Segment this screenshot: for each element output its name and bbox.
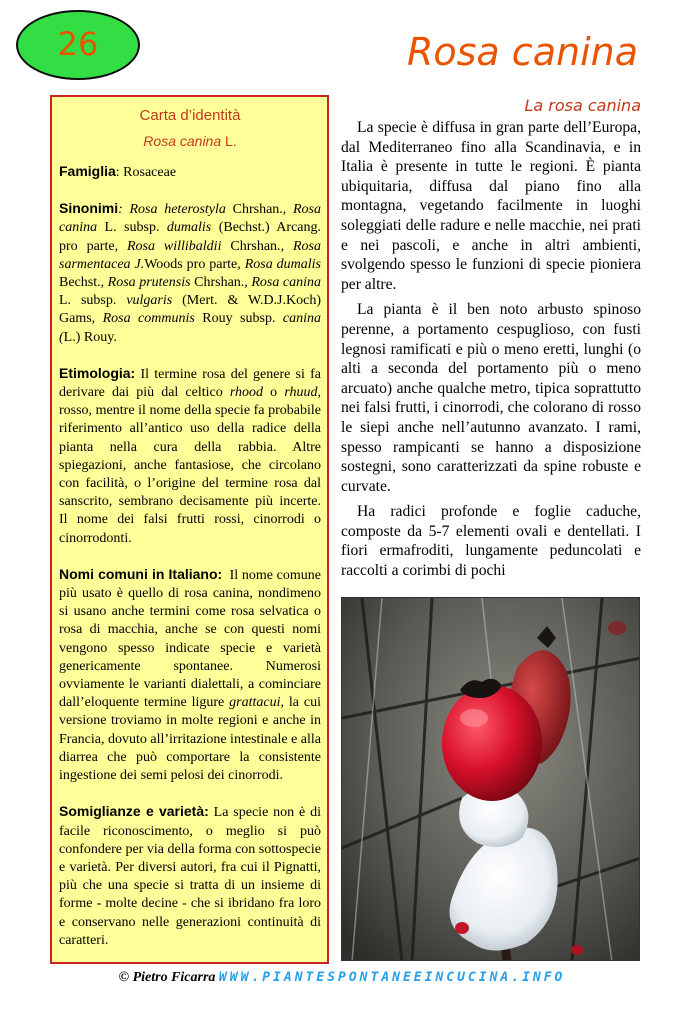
page-number: 26 [57,25,99,63]
rosehip-illustration [342,598,640,961]
similar-species-label: Somiglianze e varietà: [59,803,209,820]
website-link[interactable]: WWW.PIANTESPONTANEEINCUCINA.INFO [218,970,566,985]
author-credit: © Pietro Ficarra [118,970,216,985]
species-binomial: Rosa canina [143,133,222,149]
article-column [341,95,641,587]
common-names-label: Nomi comuni in Italiano: [59,565,223,582]
footer [0,970,684,986]
family-value: : Rosaceae [115,165,177,180]
common-names-entry: Nomi comuni in Italiano: Il nome comune più usato è quello di rosa canina, nondimeno si usano anche termini come rosa selvatica o rosa di macchia, anche se con questi nomi vengono spesso indicate specie e varietà genericamente spontanee. Numerosi ovviamente le varianti dialettali, a cominciare dall’eloquente termine ligure grattacui, la cui versione troviamo in molte regioni e anche in Francia, dovuto all’irritazione intestinale e alla diarrea che può comportare la consistente ingestione dei semi pelosi dei cinorrodi. [59,565,322,784]
family-label: Famiglia [59,163,116,179]
page-number-badge [16,10,140,80]
article-paragraph: Ha radici profonde e foglie caduche, composte da 5-7 elementi ovali e dentellati. I fiori ermafroditi, lungamente peduncolati e raccolti a corimbi di pochi [341,503,641,580]
identity-card-title: Carta d’identità [139,107,241,124]
synonyms-label: Sinonimi [59,200,119,217]
etymology-label: Etimologia: [59,364,136,381]
page-title: Rosa canina [406,30,638,74]
species-author: L. [221,133,237,149]
article-paragraph: La specie è diffusa in gran parte dell’Europa, dal Mediterraneo fino alla Scandinavia, e in Italia è presente in tutte le regioni. È pianta ubiquitaria, diffusa dal piano fino alla montagna, vegetando facilmente in luoghi soleggiati delle radure e nelle macchie, nei prati e nei pascoli, e anche in altri ambienti, svolgendo spesso le funzioni di specie pioniera per altre. [341,119,641,293]
article-subtitle: La rosa canina [524,96,641,115]
rosehip-photo [341,597,640,961]
similar-species-entry: Somiglianze e varietà: La specie non è di facile riconoscimento, o meglio si può confondere per via della forma con sottospecie e varietà. Per diversi autori, fra cui il Pignatti, più che una specie si tratta di un insieme di forme - molte decine - che si ibridano fra loro e conservano nelle generazioni continuità di caratteri. [59,803,322,948]
family-entry [59,162,321,182]
species-name [59,132,321,150]
etymology-entry: Etimologia: Il termine rosa del genere si fa derivare dai più dal celtico rhood o rhuud, rosso, mentre il nome della specie fa probabile riferimento all’antico uso della radice della pianta nella cura della rabbia. Altre spiegazioni, anche fantasiose, che circolano con facilità, o l’origine del termine rosa dal sanscrito, sembrano decisamente più incerte. Il nome dei falsi frutti rossi, cinorrodi o cinorrodonti. [59,364,322,546]
synonyms-entry: Sinonimi: Rosa heterostyla Chrshan., Rosa canina L. subsp. dumalis (Bechst.) Arcang. pro parte, Rosa willibaldii Chrshan., Rosa sarmentacea J.Woods pro parte, Rosa dumalis Bechst., Rosa prutensis Chrshan., Rosa canina L. subsp. vulgaris (Mert. & W.D.J.Koch) Gams, Rosa communis Rouy subsp. canina (L.) Rouy. [59,200,322,345]
identity-card [50,95,329,964]
article-paragraph: La pianta è il ben noto arbusto spinoso perenne, a portamento cespuglioso, con fusti legnosi ramificati e più o meno eretti, lunghi (o alti a seconda del portamento più o meno arcuato) anche qualche metro, tipica soprattutto nei falsi frutti, i cinorrodi, che colorano di rosso le siepi anche nell’autunno avanzato. I rami, spesso rampicanti se hanno a disposizione sostegni, sono caratterizzati da spine robuste e curvate. [341,301,641,495]
